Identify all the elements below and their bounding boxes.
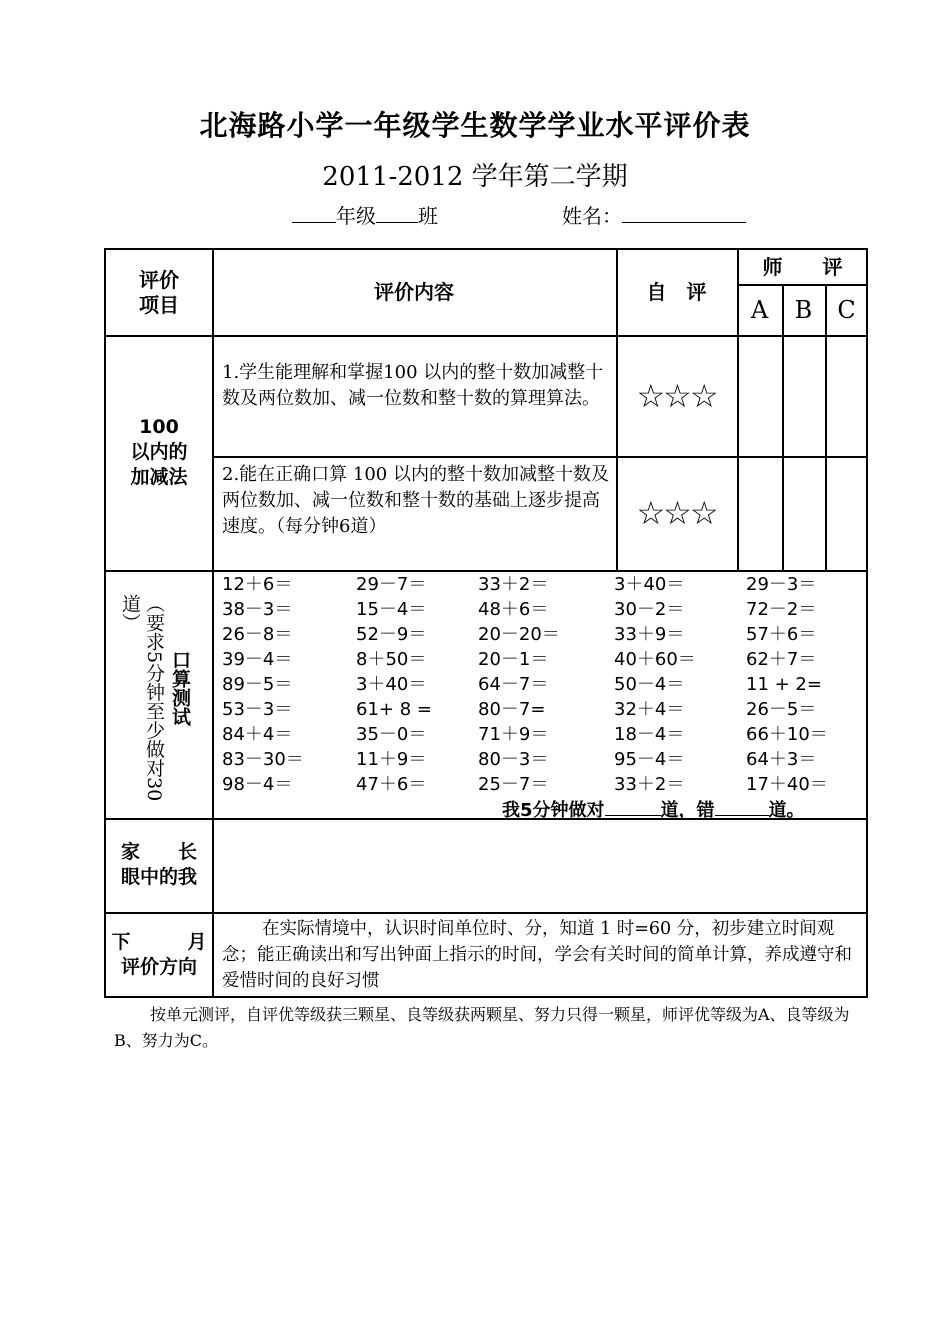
- next-month-label: 下 月 评价方向: [111, 931, 207, 978]
- arithmetic-problem: 11 + 2=: [746, 674, 822, 695]
- arithmetic-problem: 33＋2＝: [614, 774, 685, 795]
- arithmetic-problem: 20－1＝: [478, 649, 549, 670]
- arithmetic-problem: 98－4＝: [222, 774, 293, 795]
- arithmetic-problem: 72－2＝: [746, 599, 817, 620]
- arithmetic-problem: 26－8＝: [222, 624, 293, 645]
- arithmetic-problem: 83－30＝: [222, 749, 304, 770]
- arithmetic-problem: 84＋4＝: [222, 724, 293, 745]
- arithmetic-problem: 11＋9＝: [356, 749, 427, 770]
- arithmetic-problem: 64－7＝: [478, 674, 549, 695]
- arithmetic-problem: 29－7＝: [356, 574, 427, 595]
- oral-test-title: 口算测试: [169, 650, 191, 726]
- oral-test-note: （要求5分钟至少做对30道）: [119, 594, 165, 802]
- arithmetic-problem: 71＋9＝: [478, 724, 549, 745]
- evaluation-table: [104, 248, 868, 998]
- footer-note: 按单元测评，自评优等级获三颗星、良等级获两颗星、努力只得一颗星，师评优等级为A、良等级为B、努力为C。: [114, 1005, 850, 1050]
- criterion-1: 1.学生能理解和掌握100 以内的整十数加减整十数及两位数加、减一位数和整十数的算理算法。: [222, 362, 604, 409]
- semester-subtitle: 2011-2012 学年第二学期: [322, 162, 628, 192]
- grade-b: B: [794, 295, 813, 324]
- section-addition-label: 100 以内的 加减法: [130, 416, 188, 488]
- header-teacher-eval: 师 评: [762, 254, 843, 279]
- header-self-eval: 自 评: [646, 280, 707, 304]
- arithmetic-problem: 61+ 8 =: [356, 699, 432, 720]
- teacher-c-cell[interactable]: [825, 335, 868, 570]
- name-line: [562, 200, 746, 229]
- arithmetic-problem: 15－4＝: [356, 599, 427, 620]
- arithmetic-problem: 29－3＝: [746, 574, 817, 595]
- arithmetic-problem: 89－5＝: [222, 674, 293, 695]
- correct-count-blank[interactable]: [605, 799, 661, 816]
- class-blank[interactable]: [376, 204, 418, 223]
- arithmetic-problem: 62＋7＝: [746, 649, 817, 670]
- teacher-a-cell[interactable]: [737, 335, 782, 570]
- arithmetic-problem: 3＋40＝: [614, 574, 685, 595]
- arithmetic-problem: 35－0＝: [356, 724, 427, 745]
- result-label-wrong: 道，错: [660, 800, 715, 821]
- arithmetic-problem: 38－3＝: [222, 599, 293, 620]
- self-eval-stars-1[interactable]: ☆☆☆: [636, 376, 717, 415]
- grade-label: 年级: [336, 204, 376, 228]
- wrong-count-blank[interactable]: [715, 799, 769, 816]
- grade-blank[interactable]: [292, 204, 336, 223]
- grade-c: C: [837, 295, 856, 324]
- arithmetic-problem: 3＋40＝: [356, 674, 427, 695]
- arithmetic-problem: 25－7＝: [478, 774, 549, 795]
- name-blank[interactable]: [622, 204, 746, 223]
- arithmetic-problem: 57＋6＝: [746, 624, 817, 645]
- arithmetic-problem: 80－3＝: [478, 749, 549, 770]
- arithmetic-problem: 12＋6＝: [222, 574, 293, 595]
- self-eval-stars-2[interactable]: ☆☆☆: [636, 494, 717, 532]
- grade-class-line: [292, 200, 438, 229]
- arithmetic-problem: 47＋6＝: [356, 774, 427, 795]
- arithmetic-problem: 64＋3＝: [746, 749, 817, 770]
- next-month-direction: 在实际情境中，认识时间单位时、分，知道 1 时=60 分，初步建立时间观念；能正确读出和写出钟面上指示的时间，学会有关时间的简单计算，养成遵守和爱惜时间的良好习惯: [222, 919, 852, 991]
- page-title: 北海路小学一年级学生数学学业水平评价表: [199, 109, 751, 142]
- arithmetic-problem: 33＋9＝: [614, 624, 685, 645]
- grade-a: A: [750, 295, 769, 324]
- arithmetic-problem: 95－4＝: [614, 749, 685, 770]
- arithmetic-problem: 66＋10＝: [746, 724, 828, 745]
- arithmetic-problem: 26－5＝: [746, 699, 817, 720]
- arithmetic-problem: 40＋60＝: [614, 649, 696, 670]
- arithmetic-problem: 33＋2＝: [478, 574, 549, 595]
- arithmetic-problem: 53－3＝: [222, 699, 293, 720]
- arithmetic-problem: 80－7=: [478, 699, 546, 720]
- result-label-correct: 我5分钟做对: [502, 800, 605, 821]
- criterion-2: 2.能在正确口算 100 以内的整十数加减整十数及两位数加、减一位数和整十数的基础上逐步提高速度。（每分钟6道）: [222, 464, 609, 537]
- parent-view-cell[interactable]: [212, 818, 868, 912]
- arithmetic-problem: 52－9＝: [356, 624, 427, 645]
- arithmetic-problem: 50－4＝: [614, 674, 685, 695]
- teacher-b-cell[interactable]: [782, 335, 825, 570]
- arithmetic-problem: 48＋6＝: [478, 599, 549, 620]
- arithmetic-problem: 39－4＝: [222, 649, 293, 670]
- class-label: 班: [418, 204, 438, 228]
- arithmetic-problem: 18－4＝: [614, 724, 685, 745]
- arithmetic-problem: 32＋4＝: [614, 699, 685, 720]
- arithmetic-problem: 20－20＝: [478, 624, 560, 645]
- header-content: 评价内容: [374, 280, 454, 304]
- parent-view-label: 家 长 眼中的我: [120, 841, 197, 888]
- arithmetic-problem: 30－2＝: [614, 599, 685, 620]
- result-label-end: 道。: [768, 800, 805, 821]
- name-label: 姓名：: [562, 204, 622, 228]
- header-item: 评价 项目: [139, 267, 179, 317]
- arithmetic-problem: 17＋40＝: [746, 774, 828, 795]
- arithmetic-problem: 8＋50＝: [356, 649, 427, 670]
